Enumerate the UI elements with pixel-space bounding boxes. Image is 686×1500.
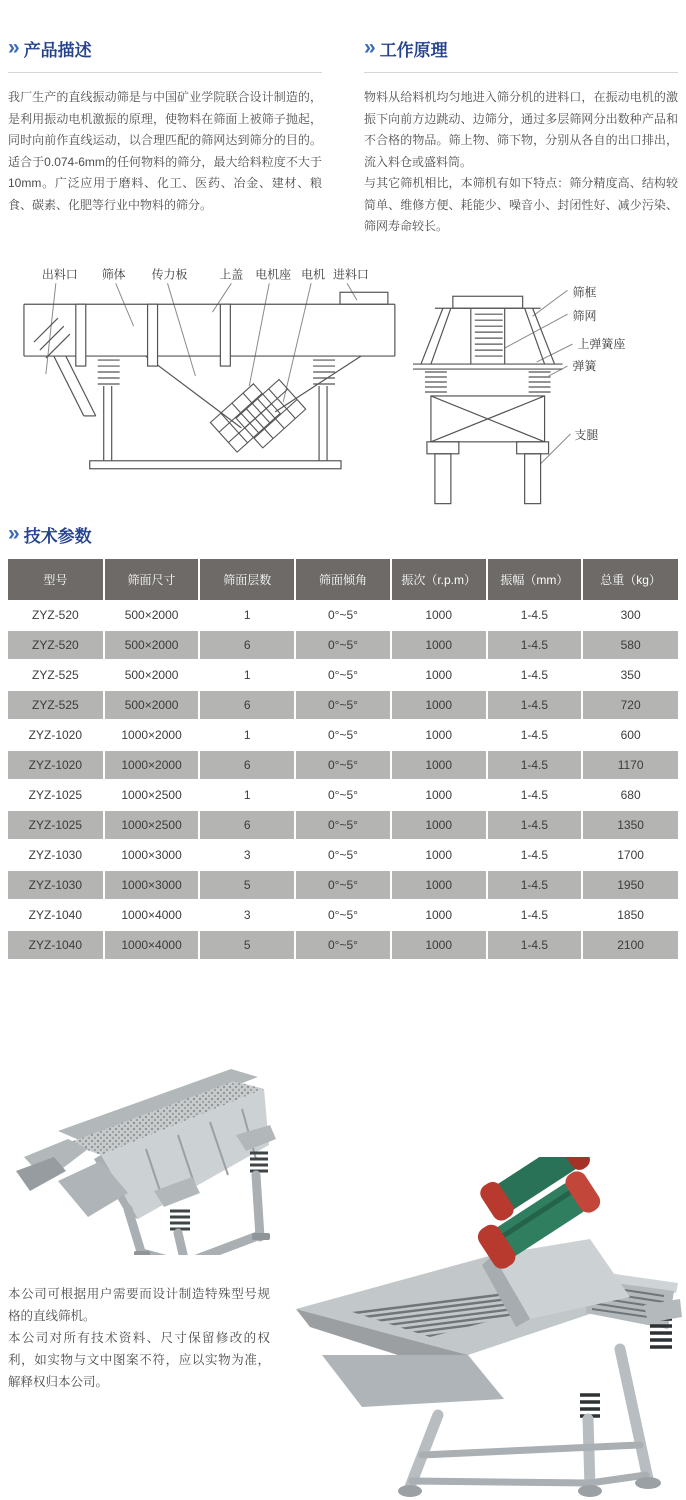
table-cell: 300 bbox=[620, 607, 641, 622]
table-cell: 1 bbox=[199, 660, 295, 690]
column-header: 筛面尺寸 bbox=[104, 559, 200, 600]
table-cell: 720 bbox=[582, 690, 678, 720]
table-cell: 1-4.5 bbox=[487, 750, 583, 780]
product-photo-motor-screen bbox=[288, 1157, 686, 1500]
diagram-label: 电机 bbox=[301, 267, 326, 282]
table-cell: 1000 bbox=[391, 780, 487, 810]
parameters-table bbox=[8, 559, 678, 961]
intro-columns bbox=[0, 0, 686, 250]
table-cell: 6 bbox=[199, 810, 295, 840]
table-cell: 1950 bbox=[582, 870, 678, 900]
table-cell: ZYZ-1040 bbox=[8, 900, 104, 930]
note-paragraph: 本公司对所有技术资料、尺寸保留修改的权利，如实物与文中图案不符，应以实物为准，解释权归本公司。 bbox=[8, 1331, 270, 1389]
column-header: 筛面倾角 bbox=[295, 559, 391, 600]
table-cell: ZYZ-1025 bbox=[8, 780, 104, 810]
table-cell: 1350 bbox=[582, 810, 678, 840]
diagram-label: 上弹簧座 bbox=[577, 337, 626, 352]
section-header bbox=[8, 36, 322, 61]
end-view-diagram bbox=[405, 256, 684, 511]
table-cell: 0°~5° bbox=[295, 840, 391, 870]
table-cell: 0°~5° bbox=[295, 660, 391, 690]
table-cell: 0°~5° bbox=[295, 600, 391, 630]
diagram-label: 出料口 bbox=[41, 267, 78, 282]
table-cell: 1000×2500 bbox=[104, 780, 200, 810]
table-cell: 1-4.5 bbox=[487, 660, 583, 690]
table-cell: 1-4.5 bbox=[487, 630, 583, 660]
table-cell: 1 bbox=[199, 600, 295, 630]
section-paragraph: 物料从给料机均匀地进入筛分机的进料口，在振动电机的激振下向前方边跳动、边筛分，通过多层筛网分出数种产品和不合格的物品。筛上物、筛下物，分别从各自的出口排出，流入料仓或盛料筒。 bbox=[364, 90, 678, 169]
diagram-label: 电机座 bbox=[255, 267, 292, 282]
table-cell: 1-4.5 bbox=[487, 930, 583, 960]
table-cell: 0°~5° bbox=[295, 900, 391, 930]
column-header: 振次（r.p.m） bbox=[391, 559, 487, 600]
table-row bbox=[8, 660, 678, 690]
table-row bbox=[8, 870, 678, 900]
table-cell: ZYZ-1020 bbox=[8, 750, 104, 780]
table-cell: 1000 bbox=[391, 900, 487, 930]
table-cell: 1000 bbox=[391, 930, 487, 960]
column-header: 总重（kg） bbox=[582, 559, 678, 600]
section-title: 工作原理 bbox=[379, 41, 448, 60]
table-cell: 0°~5° bbox=[295, 780, 391, 810]
table-cell: 1000 bbox=[391, 810, 487, 840]
table-cell: 1-4.5 bbox=[487, 810, 583, 840]
diagram-label: 支腿 bbox=[574, 427, 599, 442]
diagram-label: 筛体 bbox=[101, 267, 126, 282]
divider bbox=[8, 72, 322, 73]
table-cell: 1-4.5 bbox=[487, 720, 583, 750]
table-cell: 1-4.5 bbox=[487, 870, 583, 900]
table-cell: 1-4.5 bbox=[487, 840, 583, 870]
table-cell: 500×2000 bbox=[104, 600, 200, 630]
table-cell: 1170 bbox=[582, 750, 678, 780]
table-cell: 1850 bbox=[617, 908, 644, 922]
table-cell: 1000×2000 bbox=[104, 750, 200, 780]
table-cell: 1-4.5 bbox=[487, 900, 583, 930]
section-paragraph: 与其它筛机相比，本筛机有如下特点：筛分精度高、结构较简单、维修方便、耗能少、噪音小、封闭性好、减少污染、筛网寿命较长。 bbox=[364, 176, 678, 233]
product-description-section bbox=[8, 36, 322, 250]
table-cell: 0°~5° bbox=[295, 750, 391, 780]
note-paragraph: 本公司可根据用户需要而设计制造特殊型号规格的直线筛机。 bbox=[8, 1287, 270, 1323]
table-cell: 1000 bbox=[391, 720, 487, 750]
table-cell: 6 bbox=[199, 690, 295, 720]
table-cell: 1 bbox=[199, 720, 295, 750]
table-cell: 1-4.5 bbox=[487, 600, 583, 630]
section-paragraph: 我厂生产的直线振动筛是与中国矿业学院联合设计制造的，是利用振动电机激振的原理，使物料在筛面上被筛子抛起，同时向前作直线运动，以合理匹配的筛网达到筛分的目的。适合于0.074-6mm的任何物料的筛分，最大给料粒度不大于10mm。广泛应用于磨料、化工、医药、冶金、建材、粮食、碳素、化肥等行业中物料的筛分。 bbox=[8, 90, 322, 212]
table-cell: 1000 bbox=[391, 750, 487, 780]
table-cell: 6 bbox=[199, 750, 295, 780]
table-cell: 6 bbox=[199, 630, 295, 660]
table-row bbox=[8, 600, 678, 630]
table-cell: 500×2000 bbox=[104, 690, 200, 720]
table-cell: 1000 bbox=[391, 660, 487, 690]
product-photo-linear-screen bbox=[6, 1031, 296, 1255]
table-cell: 1000 bbox=[391, 600, 487, 630]
double-chevron-icon: » bbox=[8, 522, 17, 545]
table-cell: 3 bbox=[199, 840, 295, 870]
footer-note bbox=[8, 1283, 270, 1393]
table-cell: 1 bbox=[199, 780, 295, 810]
table-cell: ZYZ-1030 bbox=[8, 840, 104, 870]
diagram-label: 筛框 bbox=[572, 285, 597, 300]
diagram-label: 进料口 bbox=[333, 267, 369, 282]
section-header bbox=[8, 522, 678, 547]
table-cell: 580 bbox=[582, 630, 678, 660]
table-row bbox=[8, 900, 678, 930]
table-cell: 1-4.5 bbox=[487, 780, 583, 810]
table-cell: ZYZ-1020 bbox=[8, 720, 104, 750]
table-cell: 350 bbox=[620, 668, 641, 682]
table-cell: ZYZ-520 bbox=[8, 630, 104, 660]
table-cell: 1000×2500 bbox=[104, 810, 200, 840]
diagram-label: 传力板 bbox=[151, 267, 188, 282]
table-cell: 500×2000 bbox=[104, 660, 200, 690]
side-view-diagram bbox=[6, 256, 405, 511]
column-header: 型号 bbox=[8, 559, 104, 600]
column-header: 筛面层数 bbox=[199, 559, 295, 600]
table-cell: 1700 bbox=[617, 848, 644, 862]
table-cell: 2100 bbox=[582, 930, 678, 960]
bottom-section bbox=[0, 961, 686, 1500]
diagram-label: 筛网 bbox=[572, 309, 597, 324]
technical-parameters-section bbox=[0, 522, 686, 961]
table-cell: ZYZ-1040 bbox=[8, 930, 104, 960]
working-principle-section bbox=[364, 36, 678, 250]
table-cell: 5 bbox=[199, 930, 295, 960]
diagram-label: 弹簧 bbox=[572, 359, 597, 374]
table-cell: 0°~5° bbox=[295, 690, 391, 720]
table-cell: 0°~5° bbox=[295, 630, 391, 660]
table-row bbox=[8, 780, 678, 810]
table-cell: ZYZ-1025 bbox=[8, 810, 104, 840]
table-header-row bbox=[8, 559, 678, 600]
table-row bbox=[8, 840, 678, 870]
table-cell: 1000×4000 bbox=[104, 900, 200, 930]
table-row bbox=[8, 810, 678, 840]
table-row bbox=[8, 930, 678, 960]
diagram-label: 上盖 bbox=[219, 267, 244, 282]
section-title: 技术参数 bbox=[23, 527, 92, 546]
table-row bbox=[8, 750, 678, 780]
table-cell: 680 bbox=[620, 788, 641, 802]
table-cell: 1-4.5 bbox=[487, 690, 583, 720]
section-title: 产品描述 bbox=[23, 41, 92, 60]
section-header bbox=[364, 36, 678, 61]
table-cell: 500×2000 bbox=[104, 630, 200, 660]
table-cell: 1000 bbox=[391, 870, 487, 900]
table-cell: 5 bbox=[199, 870, 295, 900]
table-cell: 0°~5° bbox=[295, 720, 391, 750]
diagram-row bbox=[0, 250, 686, 508]
table-cell: 1000×4000 bbox=[104, 930, 200, 960]
table-cell: 1000 bbox=[391, 630, 487, 660]
table-cell: ZYZ-1030 bbox=[8, 870, 104, 900]
double-chevron-icon: » bbox=[8, 36, 17, 59]
column-header: 振幅（mm） bbox=[487, 559, 583, 600]
table-cell: 1000×3000 bbox=[104, 840, 200, 870]
table-cell: 1000×3000 bbox=[104, 870, 200, 900]
table-cell: 0°~5° bbox=[295, 930, 391, 960]
table-cell: ZYZ-525 bbox=[8, 660, 104, 690]
table-cell: ZYZ-520 bbox=[8, 600, 104, 630]
table-cell: 3 bbox=[199, 900, 295, 930]
table-row bbox=[8, 630, 678, 660]
table-row bbox=[8, 690, 678, 720]
table-cell: 0°~5° bbox=[295, 810, 391, 840]
double-chevron-icon: » bbox=[364, 36, 373, 59]
table-cell: 600 bbox=[620, 728, 641, 742]
table-cell: ZYZ-525 bbox=[8, 690, 104, 720]
table-cell: 1000 bbox=[391, 840, 487, 870]
table-cell: 0°~5° bbox=[295, 870, 391, 900]
table-cell: 1000 bbox=[391, 690, 487, 720]
table-cell: 1000×2000 bbox=[104, 720, 200, 750]
divider bbox=[364, 72, 678, 73]
table-row bbox=[8, 720, 678, 750]
